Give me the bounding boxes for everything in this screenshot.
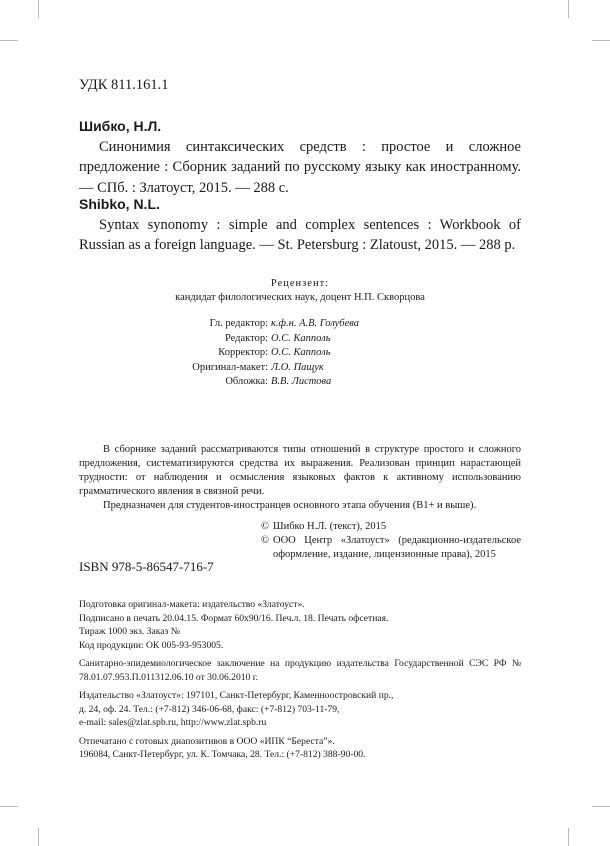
staff-person: В.В. Листова: [271, 376, 332, 387]
crop-mark: [38, 0, 39, 18]
copyright-entry: [261, 520, 521, 534]
bibliographic-entry-english: [79, 194, 521, 256]
reviewer-heading: Рецензент:: [270, 278, 330, 289]
staff-person: О.С. Капполь: [271, 332, 331, 344]
crop-mark: [568, 828, 569, 846]
imprint-block: [79, 598, 521, 767]
copyright-block: [261, 520, 521, 562]
crop-mark: [0, 806, 18, 807]
staff-row: [79, 375, 521, 390]
staff-row: [79, 346, 521, 361]
imprint-line: Код продукции: ОК 005-93-953005.: [79, 639, 224, 651]
imprint-line: 196084, Санкт-Петербург, ул. К. Томчака, 28. Тел.: (+7-812) 388-90-00.: [79, 749, 366, 760]
imprint-line: Издательство «Златоуст»: 197101, Санкт-Петербург, Каменноостровский пр.,: [79, 690, 394, 701]
publisher-contacts: [79, 689, 521, 730]
imprint-line: д. 24, оф. 24. Тел.: (+7-812) 346-06-68, факс: (+7-812) 703-11-79,: [79, 703, 340, 715]
print-details: [79, 598, 521, 652]
crop-mark: [0, 40, 18, 41]
staff-person: к.ф.н. А.В. Голубева: [271, 318, 359, 329]
staff-role: Редактор:: [224, 332, 268, 344]
imprint-line: e-mail: sales@zlat.spb.ru, http://www.zlat.spb.ru: [79, 717, 267, 728]
staff-list: [79, 317, 521, 390]
isbn: ISBN 978-5-86547-716-7: [79, 559, 214, 574]
crop-mark: [592, 806, 610, 807]
staff-row: [79, 332, 521, 347]
imprint-line: Подготовка оригинал-макета: издательство «Златоуст».: [79, 599, 305, 610]
staff-row: [79, 361, 521, 376]
staff-role: Обложка:: [225, 376, 268, 387]
reviewer-block: [79, 277, 521, 305]
bibliographic-entry-russian: [79, 116, 521, 198]
staff-role: Оригинал-макет:: [192, 361, 268, 373]
copyright-entry: [261, 534, 521, 562]
crop-mark: [38, 828, 39, 846]
entry-text: Syntax synonomy : simple and complex sentences : Workbook of Russian as a foreign language. — St. Petersburg : Zlatoust, 2015. — 288 p.: [79, 216, 521, 253]
sanitary-conclusion: Санитарно-эпидемиологическое заключение на продукцию издательства Государственной СЭС РФ № 78.01.07.953.П.011312.06.10 от 30.06.2010 г.: [79, 658, 521, 683]
staff-person: Л.О. Пащук: [271, 361, 324, 373]
udk-code: УДК 811.161.1: [79, 77, 169, 93]
crop-mark: [592, 40, 610, 41]
annotation-paragraph: В сборнике заданий рассматриваются типы отношений в структуре простого и сложного предложения, систематизируются средства их выражения. Реализован принцип нарастающей трудности: от наблюдения и осмысления языковых фактов к активному использованию грамматического явления в связной речи.: [79, 444, 521, 497]
staff-role: Корректор:: [218, 347, 268, 358]
author-name: Shibko, N.L.: [79, 196, 160, 212]
copyright-text: Шибко Н.Л. (текст), 2015: [273, 521, 387, 532]
staff-person: О.С. Капполь: [271, 347, 331, 358]
annotation: [79, 443, 521, 513]
crop-mark: [568, 0, 569, 18]
imprint-line: Отпечатано с готовых диапозитивов в ООО «ИПК “Береста”».: [79, 735, 335, 747]
imprint-line: Подписано в печать 20.04.15. Формат 60х90/16. Печ.л. 18. Печать офсетная.: [79, 612, 389, 624]
printer-info: [79, 735, 521, 762]
entry-text: Синонимия синтаксических средств : простое и сложное предложение : Сборник заданий по русскому языку как иностранному. — СПб. : Златоуст, 2015. — 288 с.: [79, 138, 521, 196]
author-name: Шибко, Н.Л.: [79, 118, 162, 134]
staff-row: [79, 317, 521, 332]
imprint-line: Тираж 1000 экз. Заказ №: [79, 626, 180, 637]
copyright-text: ООО Центр «Златоуст» (редакционно-издательское оформление, издание, лицензионные права), 2015: [273, 535, 521, 560]
copyright-symbol: ©: [261, 535, 269, 546]
copyright-symbol: ©: [261, 521, 269, 532]
annotation-paragraph: Предназначен для студентов-иностранцев основного этапа обучения (B1+ и выше).: [103, 500, 477, 511]
staff-role: Гл. редактор:: [209, 318, 268, 329]
reviewer-text: кандидат филологических наук, доцент Н.П. Скворцова: [175, 292, 425, 303]
